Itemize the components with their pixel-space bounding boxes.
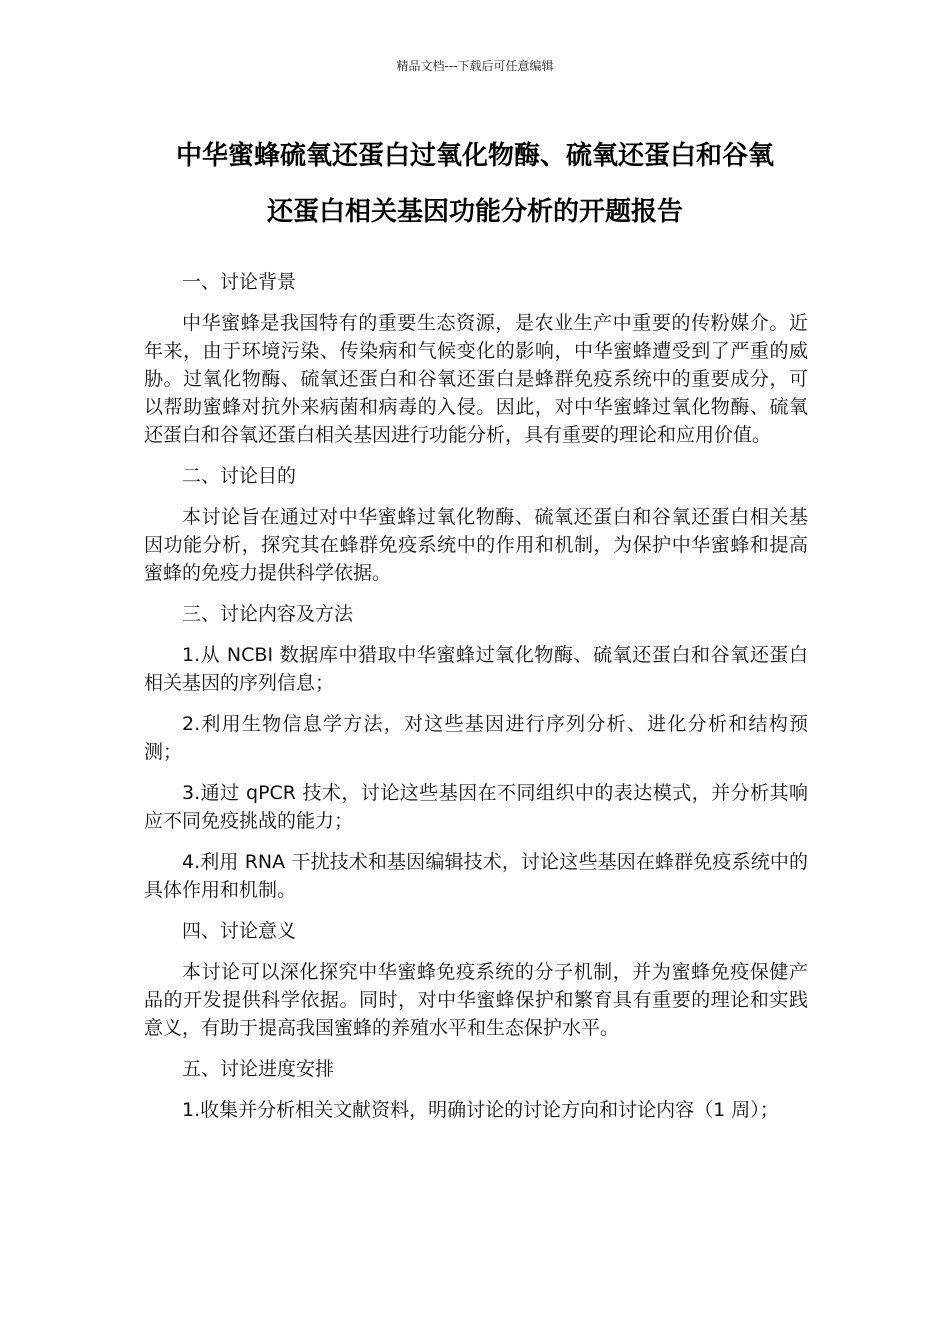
section-heading-significance: 四、讨论意义	[182, 920, 297, 942]
paragraph-significance: 本讨论可以深化探究中华蜜蜂免疫系统的分子机制，并为蜜蜂免疫保健产品的开发提供科学依据。同时，对中华蜜蜂保护和繁育具有重要的理论和实践意义，有助于提高我国蜜蜂的养殖水平和生态保护水平。	[144, 961, 808, 1039]
section-heading-schedule: 五、讨论进度安排	[182, 1058, 335, 1080]
page-header: 精品文档---下载后可任意编辑	[396, 59, 554, 73]
section-heading-methods: 三、讨论内容及方法	[182, 603, 354, 625]
methods-item-4: 4.利用 RNA 干扰技术和基因编辑技术，讨论这些基因在蜂群免疫系统中的具体作用和机制。	[144, 851, 808, 901]
paragraph-purpose: 本讨论旨在通过对中华蜜蜂过氧化物酶、硫氧还蛋白和谷氧还蛋白相关基因功能分析，探究其在蜂群免疫系统中的作用和机制，为保护中华蜜蜂和提高蜜蜂的免疫力提供科学依据。	[144, 506, 808, 584]
schedule-item-1: 1.收集并分析相关文献资料，明确讨论的讨论方向和讨论内容（1 周）；	[182, 1099, 779, 1121]
title-line-2: 还蛋白相关基因功能分析的开题报告	[266, 197, 683, 227]
methods-item-1: 1.从 NCBI 数据库中猎取中华蜜蜂过氧化物酶、硫氧还蛋白和谷氧还蛋白相关基因的序列信息；	[144, 644, 808, 694]
paragraph-background: 中华蜜蜂是我国特有的重要生态资源，是农业生产中重要的传粉媒介。近年来，由于环境污染、传染病和气候变化的影响，中华蜜蜂遭受到了严重的威胁。过氧化物酶、硫氧还蛋白和谷氧还蛋白是蜂群免疫系统中的重要成分，可以帮助蜜蜂对抗外来病菌和病毒的入侵。因此，对中华蜜蜂过氧化物酶、硫氧还蛋白和谷氧还蛋白相关基因进行功能分析，具有重要的理论和应用价值。	[144, 312, 808, 446]
section-heading-purpose: 二、讨论目的	[182, 465, 297, 487]
document-body	[144, 268, 808, 1137]
methods-item-2: 2.利用生物信息学方法，对这些基因进行序列分析、进化分析和结构预测；	[144, 713, 808, 763]
section-heading-background: 一、讨论背景	[182, 271, 297, 293]
document-title	[120, 128, 830, 240]
methods-item-3: 3.通过 qPCR 技术，讨论这些基因在不同组织中的表达模式，并分析其响应不同免疫挑战的能力；	[144, 782, 808, 832]
title-line-1: 中华蜜蜂硫氧还蛋白过氧化物酶、硫氧还蛋白和谷氧	[175, 141, 774, 171]
